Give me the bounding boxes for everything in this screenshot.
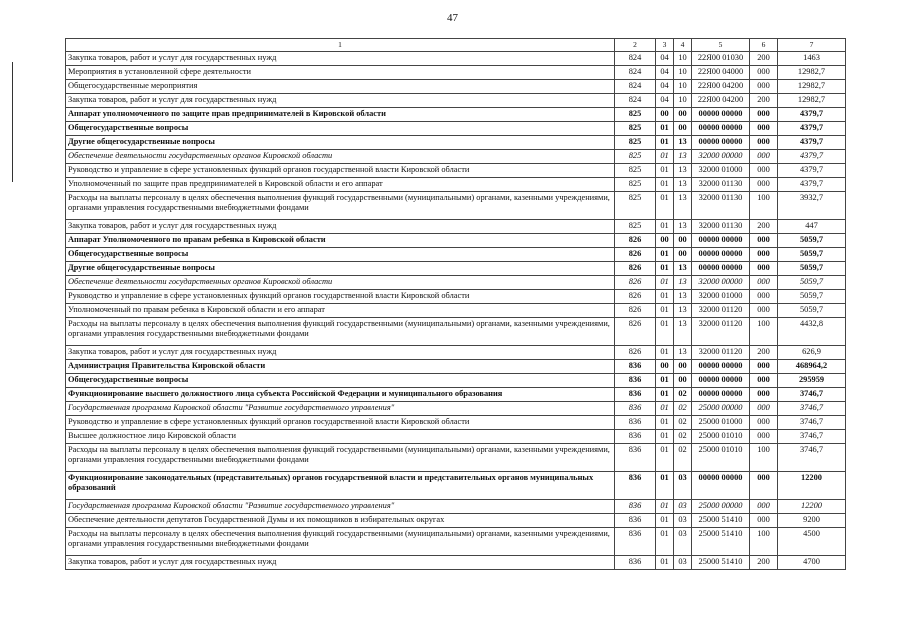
ministry-code-cell: 826 [615,234,656,248]
table-row [66,430,846,444]
subsection-code-cell: 13 [674,136,692,150]
row-name-cell: Уполномоченный по защите прав предпринимателей в Кировской области и его аппарат [66,178,615,192]
subsection-code-cell: 13 [674,178,692,192]
expense-type-cell: 100 [750,444,778,472]
expense-type-cell: 000 [750,234,778,248]
ministry-code-cell: 826 [615,262,656,276]
row-name-cell: Руководство и управление в сфере установленных функций органов государственной власти Кировской области [66,164,615,178]
row-name-cell: Закупка товаров, работ и услуг для государственных нужд [66,220,615,234]
table-row [66,514,846,528]
table-row [66,374,846,388]
target-code-cell: 32000 00000 [692,150,750,164]
section-code-cell: 01 [656,500,674,514]
subsection-code-cell: 03 [674,514,692,528]
column-header: 7 [778,39,846,52]
table-row [66,164,846,178]
expense-type-cell: 200 [750,52,778,66]
target-code-cell: 00000 00000 [692,374,750,388]
subsection-code-cell: 10 [674,52,692,66]
subsection-code-cell: 00 [674,234,692,248]
amount-cell: 5059,7 [778,304,846,318]
ministry-code-cell: 825 [615,178,656,192]
amount-cell: 4379,7 [778,108,846,122]
target-code-cell: 32000 01130 [692,192,750,220]
table-row [66,318,846,346]
ministry-code-cell: 836 [615,556,656,570]
section-code-cell: 04 [656,80,674,94]
section-code-cell: 01 [656,178,674,192]
section-code-cell: 01 [656,346,674,360]
row-name-cell: Другие общегосударственные вопросы [66,136,615,150]
section-code-cell: 04 [656,52,674,66]
table-row [66,94,846,108]
expense-type-cell: 100 [750,528,778,556]
expense-type-cell: 000 [750,262,778,276]
target-code-cell: 32000 00000 [692,276,750,290]
section-code-cell: 01 [656,164,674,178]
column-header: 6 [750,39,778,52]
ministry-code-cell: 824 [615,80,656,94]
margin-line [12,62,13,182]
row-name-cell: Администрация Правительства Кировской области [66,360,615,374]
amount-cell: 4379,7 [778,178,846,192]
row-name-cell: Другие общегосударственные вопросы [66,262,615,276]
subsection-code-cell: 02 [674,416,692,430]
expense-type-cell: 000 [750,416,778,430]
subsection-code-cell: 00 [674,374,692,388]
subsection-code-cell: 03 [674,528,692,556]
expense-type-cell: 000 [750,178,778,192]
table-row [66,234,846,248]
row-name-cell: Аппарат Уполномоченного по правам ребенка в Кировской области [66,234,615,248]
expense-type-cell: 000 [750,122,778,136]
target-code-cell: 32000 01130 [692,178,750,192]
table-row [66,220,846,234]
column-header: 2 [615,39,656,52]
expense-type-cell: 000 [750,66,778,80]
expense-type-cell: 000 [750,472,778,500]
subsection-code-cell: 13 [674,276,692,290]
expense-type-cell: 200 [750,556,778,570]
table-row [66,262,846,276]
subsection-code-cell: 03 [674,472,692,500]
subsection-code-cell: 10 [674,94,692,108]
row-name-cell: Высшее должностное лицо Кировской области [66,430,615,444]
section-code-cell: 01 [656,402,674,416]
table-row [66,108,846,122]
target-code-cell: 25000 51410 [692,528,750,556]
ministry-code-cell: 825 [615,122,656,136]
row-name-cell: Обеспечение деятельности депутатов Государственной Думы и их помощников в избирательных округах [66,514,615,528]
subsection-code-cell: 10 [674,66,692,80]
section-code-cell: 01 [656,416,674,430]
expense-type-cell: 000 [750,150,778,164]
target-code-cell: 25000 00000 [692,402,750,416]
target-code-cell: 00000 00000 [692,360,750,374]
row-name-cell: Функционирование законодательных (представительных) органов государственной власти и представительных органов муниципальных образований [66,472,615,500]
row-name-cell: Государственная программа Кировской области "Развитие государственного управления" [66,500,615,514]
expense-type-cell: 000 [750,388,778,402]
amount-cell: 3746,7 [778,444,846,472]
amount-cell: 295959 [778,374,846,388]
amount-cell: 3746,7 [778,416,846,430]
subsection-code-cell: 02 [674,388,692,402]
column-header: 4 [674,39,692,52]
row-name-cell: Закупка товаров, работ и услуг для государственных нужд [66,94,615,108]
table-row [66,52,846,66]
target-code-cell: 32000 01120 [692,346,750,360]
target-code-cell: 32000 01000 [692,164,750,178]
row-name-cell: Общегосударственные мероприятия [66,80,615,94]
ministry-code-cell: 836 [615,416,656,430]
amount-cell: 3746,7 [778,430,846,444]
target-code-cell: 25000 01000 [692,416,750,430]
amount-cell: 5059,7 [778,248,846,262]
expense-type-cell: 200 [750,94,778,108]
table-row [66,122,846,136]
amount-cell: 4379,7 [778,122,846,136]
row-name-cell: Общегосударственные вопросы [66,122,615,136]
table-row [66,360,846,374]
amount-cell: 9200 [778,514,846,528]
target-code-cell: 00000 00000 [692,248,750,262]
target-code-cell: 32000 01130 [692,220,750,234]
ministry-code-cell: 826 [615,304,656,318]
section-code-cell: 04 [656,94,674,108]
expense-type-cell: 000 [750,374,778,388]
row-name-cell: Расходы на выплаты персоналу в целях обеспечения выполнения функций государственными (муниципальными) органами, казенными учреждениями, органами управления государственными внебюджетными фондами [66,192,615,220]
table-row [66,178,846,192]
ministry-code-cell: 825 [615,150,656,164]
target-code-cell: 25000 00000 [692,500,750,514]
target-code-cell: 32000 01000 [692,290,750,304]
budget-table [65,38,846,570]
target-code-cell: 00000 00000 [692,108,750,122]
ministry-code-cell: 836 [615,472,656,500]
row-name-cell: Закупка товаров, работ и услуг для государственных нужд [66,346,615,360]
amount-cell: 12982,7 [778,94,846,108]
ministry-code-cell: 826 [615,346,656,360]
subsection-code-cell: 13 [674,150,692,164]
amount-cell: 1463 [778,52,846,66]
subsection-code-cell: 02 [674,430,692,444]
target-code-cell: 25000 51410 [692,514,750,528]
expense-type-cell: 000 [750,402,778,416]
section-code-cell: 01 [656,430,674,444]
section-code-cell: 01 [656,388,674,402]
ministry-code-cell: 836 [615,444,656,472]
amount-cell: 5059,7 [778,234,846,248]
subsection-code-cell: 13 [674,262,692,276]
amount-cell: 4432,8 [778,318,846,346]
expense-type-cell: 000 [750,136,778,150]
subsection-code-cell: 00 [674,108,692,122]
table-row [66,192,846,220]
amount-cell: 4379,7 [778,136,846,150]
ministry-code-cell: 824 [615,94,656,108]
amount-cell: 5059,7 [778,262,846,276]
expense-type-cell: 000 [750,514,778,528]
amount-cell: 3746,7 [778,402,846,416]
row-name-cell: Руководство и управление в сфере установленных функций органов государственной власти Кировской области [66,416,615,430]
table-row [66,472,846,500]
target-code-cell: 22Я00 01030 [692,52,750,66]
ministry-code-cell: 836 [615,528,656,556]
table-row [66,556,846,570]
subsection-code-cell: 13 [674,318,692,346]
section-code-cell: 01 [656,304,674,318]
table-row [66,402,846,416]
section-code-cell: 01 [656,528,674,556]
row-name-cell: Обеспечение деятельности государственных органов Кировской области [66,276,615,290]
amount-cell: 3746,7 [778,388,846,402]
amount-cell: 4500 [778,528,846,556]
row-name-cell: Функционирование высшего должностного лица субъекта Российской Федерации и муниципального образования [66,388,615,402]
ministry-code-cell: 825 [615,164,656,178]
row-name-cell: Обеспечение деятельности государственных органов Кировской области [66,150,615,164]
expense-type-cell: 000 [750,430,778,444]
amount-cell: 447 [778,220,846,234]
ministry-code-cell: 825 [615,192,656,220]
target-code-cell: 00000 00000 [692,136,750,150]
column-header: 1 [66,39,615,52]
table-row [66,136,846,150]
amount-cell: 5059,7 [778,290,846,304]
section-code-cell: 01 [656,262,674,276]
section-code-cell: 01 [656,472,674,500]
column-header: 5 [692,39,750,52]
ministry-code-cell: 826 [615,248,656,262]
subsection-code-cell: 13 [674,192,692,220]
subsection-code-cell: 13 [674,346,692,360]
ministry-code-cell: 826 [615,290,656,304]
amount-cell: 4379,7 [778,164,846,178]
table-row [66,304,846,318]
expense-type-cell: 000 [750,500,778,514]
table-row [66,150,846,164]
row-name-cell: Государственная программа Кировской области "Развитие государственного управления" [66,402,615,416]
section-code-cell: 04 [656,66,674,80]
ministry-code-cell: 826 [615,318,656,346]
subsection-code-cell: 02 [674,402,692,416]
subsection-code-cell: 00 [674,248,692,262]
row-name-cell: Мероприятия в установленной сфере деятельности [66,66,615,80]
row-name-cell: Закупка товаров, работ и услуг для государственных нужд [66,52,615,66]
section-code-cell: 01 [656,318,674,346]
ministry-code-cell: 825 [615,108,656,122]
section-code-cell: 01 [656,248,674,262]
section-code-cell: 01 [656,150,674,164]
section-code-cell: 01 [656,122,674,136]
section-code-cell: 01 [656,290,674,304]
subsection-code-cell: 02 [674,444,692,472]
ministry-code-cell: 836 [615,430,656,444]
table-row [66,80,846,94]
expense-type-cell: 200 [750,220,778,234]
row-name-cell: Аппарат уполномоченного по защите прав предпринимателей в Кировской области [66,108,615,122]
ministry-code-cell: 836 [615,374,656,388]
subsection-code-cell: 13 [674,304,692,318]
table-row [66,444,846,472]
section-code-cell: 01 [656,136,674,150]
target-code-cell: 32000 01120 [692,318,750,346]
section-code-cell: 01 [656,276,674,290]
target-code-cell: 22Я00 04200 [692,94,750,108]
amount-cell: 12200 [778,472,846,500]
table-row [66,346,846,360]
row-name-cell: Расходы на выплаты персоналу в целях обеспечения выполнения функций государственными (муниципальными) органами, казенными учреждениями, органами управления государственными внебюджетными фондами [66,318,615,346]
subsection-code-cell: 13 [674,290,692,304]
table-row [66,290,846,304]
ministry-code-cell: 826 [615,276,656,290]
row-name-cell: Общегосударственные вопросы [66,374,615,388]
subsection-code-cell: 03 [674,556,692,570]
section-code-cell: 01 [656,192,674,220]
target-code-cell: 22Я00 04000 [692,66,750,80]
target-code-cell: 25000 51410 [692,556,750,570]
section-code-cell: 00 [656,360,674,374]
ministry-code-cell: 824 [615,66,656,80]
subsection-code-cell: 00 [674,122,692,136]
amount-cell: 12982,7 [778,66,846,80]
expense-type-cell: 000 [750,80,778,94]
expense-type-cell: 100 [750,318,778,346]
section-code-cell: 01 [656,444,674,472]
amount-cell: 12982,7 [778,80,846,94]
table-row [66,500,846,514]
table-row [66,528,846,556]
row-name-cell: Уполномоченный по правам ребенка в Кировской области и его аппарат [66,304,615,318]
section-code-cell: 01 [656,374,674,388]
page-number: 47 [447,12,458,24]
target-code-cell: 00000 00000 [692,122,750,136]
ministry-code-cell: 836 [615,388,656,402]
table-row [66,66,846,80]
amount-cell: 4700 [778,556,846,570]
column-header: 3 [656,39,674,52]
section-code-cell: 00 [656,108,674,122]
target-code-cell: 32000 01120 [692,304,750,318]
target-code-cell: 22Я00 04200 [692,80,750,94]
table-row [66,276,846,290]
expense-type-cell: 000 [750,360,778,374]
table-row [66,388,846,402]
ministry-code-cell: 836 [615,500,656,514]
expense-type-cell: 100 [750,192,778,220]
ministry-code-cell: 836 [615,402,656,416]
expense-type-cell: 200 [750,346,778,360]
target-code-cell: 00000 00000 [692,388,750,402]
ministry-code-cell: 836 [615,514,656,528]
table-header-row [66,39,846,52]
section-code-cell: 01 [656,556,674,570]
target-code-cell: 00000 00000 [692,234,750,248]
table-row [66,248,846,262]
expense-type-cell: 000 [750,164,778,178]
amount-cell: 626,9 [778,346,846,360]
amount-cell: 3932,7 [778,192,846,220]
row-name-cell: Закупка товаров, работ и услуг для государственных нужд [66,556,615,570]
subsection-code-cell: 13 [674,164,692,178]
row-name-cell: Расходы на выплаты персоналу в целях обеспечения выполнения функций государственными (муниципальными) органами, казенными учреждениями, органами управления государственными внебюджетными фондами [66,528,615,556]
subsection-code-cell: 00 [674,360,692,374]
row-name-cell: Общегосударственные вопросы [66,248,615,262]
expense-type-cell: 000 [750,304,778,318]
expense-type-cell: 000 [750,108,778,122]
ministry-code-cell: 824 [615,52,656,66]
amount-cell: 12200 [778,500,846,514]
ministry-code-cell: 825 [615,136,656,150]
subsection-code-cell: 13 [674,220,692,234]
row-name-cell: Расходы на выплаты персоналу в целях обеспечения выполнения функций государственными (муниципальными) органами, казенными учреждениями, органами управления государственными внебюджетными фондами [66,444,615,472]
row-name-cell: Руководство и управление в сфере установленных функций органов государственной власти Кировской области [66,290,615,304]
target-code-cell: 25000 01010 [692,444,750,472]
amount-cell: 4379,7 [778,150,846,164]
section-code-cell: 01 [656,220,674,234]
expense-type-cell: 000 [750,276,778,290]
ministry-code-cell: 825 [615,220,656,234]
section-code-cell: 00 [656,234,674,248]
table-row [66,416,846,430]
amount-cell: 468964,2 [778,360,846,374]
ministry-code-cell: 836 [615,360,656,374]
subsection-code-cell: 10 [674,80,692,94]
subsection-code-cell: 03 [674,500,692,514]
amount-cell: 5059,7 [778,276,846,290]
target-code-cell: 25000 01010 [692,430,750,444]
expense-type-cell: 000 [750,290,778,304]
target-code-cell: 00000 00000 [692,262,750,276]
expense-type-cell: 000 [750,248,778,262]
section-code-cell: 01 [656,514,674,528]
target-code-cell: 00000 00000 [692,472,750,500]
